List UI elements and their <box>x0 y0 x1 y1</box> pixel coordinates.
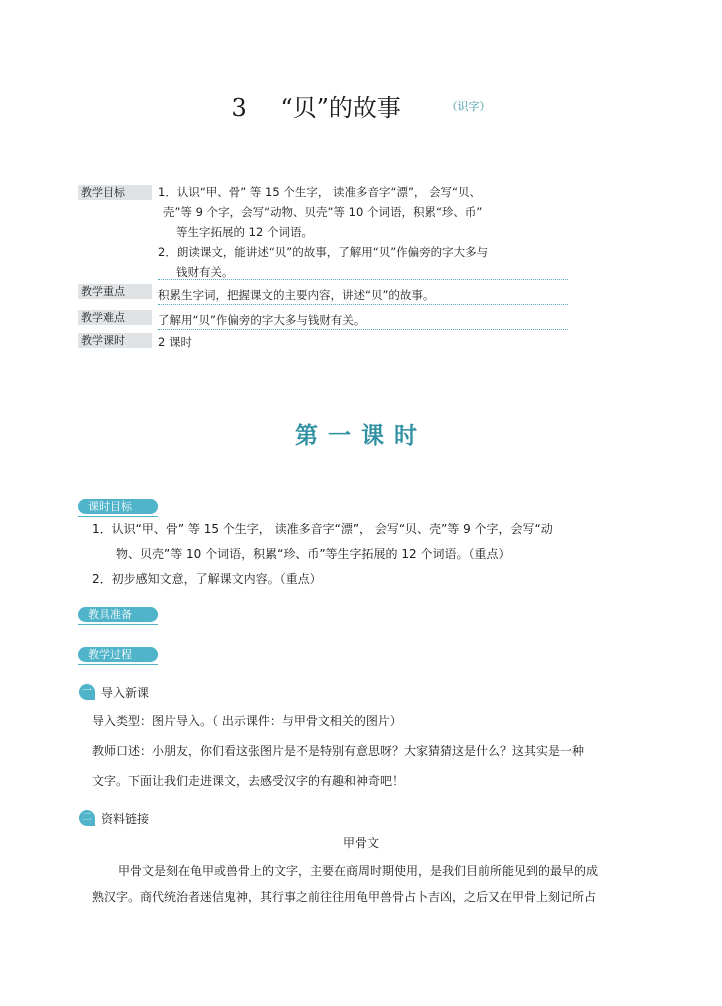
goal-line: 物、贝壳”等 10 个词语，积累“珍、币”等生字拓展的 12 个词语。（重点） <box>116 547 511 561</box>
divider <box>158 329 568 330</box>
step2-line: 甲骨文是刻在龟甲或兽骨上的文字，主要在商周时期使用，是我们目前所能见到的最早的成 <box>118 864 599 878</box>
step1-line: 文字。下面让我们走进课文，去感受汉字的有趣和神奇吧！ <box>92 774 405 788</box>
step1-line: 导入类型：图片导入。（ 出示课件：与甲骨文相关的图片） <box>92 714 402 728</box>
step-number-badge: 一 <box>79 684 95 700</box>
divider <box>158 279 568 280</box>
table-label-difficulty: 教学难点 <box>78 310 152 325</box>
table-label-key: 教学重点 <box>78 284 152 299</box>
goals-label: 课时目标 <box>78 499 158 514</box>
lesson-subtitle: （识字） <box>446 100 491 113</box>
table-label-hours: 教学课时 <box>78 333 152 348</box>
goals-line: 钱财有关。 <box>176 265 234 279</box>
goals-line: 1．认识“甲、骨” 等 15 个生字， 读准多音字“漂”， 会写“贝、 <box>158 185 482 199</box>
lesson-number: 3 <box>231 94 247 122</box>
prep-label: 教具准备 <box>78 607 158 622</box>
section-heading: 甲骨文 <box>342 836 379 850</box>
table-cell-difficulty: 了解用“贝”作偏旁的字大多与钱财有关。 <box>158 313 366 327</box>
page-title <box>0 88 722 123</box>
table-cell-key: 积累生字词，把握课文的主要内容，讲述“贝”的故事。 <box>158 288 435 302</box>
step-number-badge: 二 <box>79 810 95 826</box>
step-title: 资料链接 <box>101 812 150 826</box>
process-label: 教学过程 <box>78 647 158 662</box>
table-cell-hours: 2 课时 <box>158 335 192 349</box>
table-label-goals: 教学目标 <box>78 185 152 200</box>
table-cell-goals <box>158 182 488 282</box>
goals-line: 等生字拓展的 12 个词语。 <box>176 225 313 239</box>
lesson-title: “贝”的故事 <box>280 94 401 122</box>
goals-line: 2．朗读课文，能讲述“贝”的故事，了解用“贝”作偏旁的字大多与 <box>158 245 489 259</box>
step-title: 导入新课 <box>101 686 150 700</box>
goal-line: 1．认识“甲、骨” 等 15 个生字， 读准多音字“漂”， 会写“贝、壳”等 9 个字，会写“动 <box>92 522 553 536</box>
step1-line: 教师口述：小朋友，你们看这张图片是不是特别有意思呀？大家猜猜这是什么？这其实是一种 <box>92 744 585 758</box>
step2-line: 熟汉字。商代统治者迷信鬼神，其行事之前往往用龟甲兽骨占卜吉凶，之后又在甲骨上刻记所占 <box>92 890 597 904</box>
goals-line: 壳”等 9 个字，会写“动物、贝壳”等 10 个词语，积累“珍、币” <box>163 205 483 219</box>
goal-line: 2．初步感知文意，了解课文内容。（重点） <box>92 572 322 586</box>
divider <box>158 304 568 305</box>
section-title: 第一课时 <box>295 423 427 449</box>
